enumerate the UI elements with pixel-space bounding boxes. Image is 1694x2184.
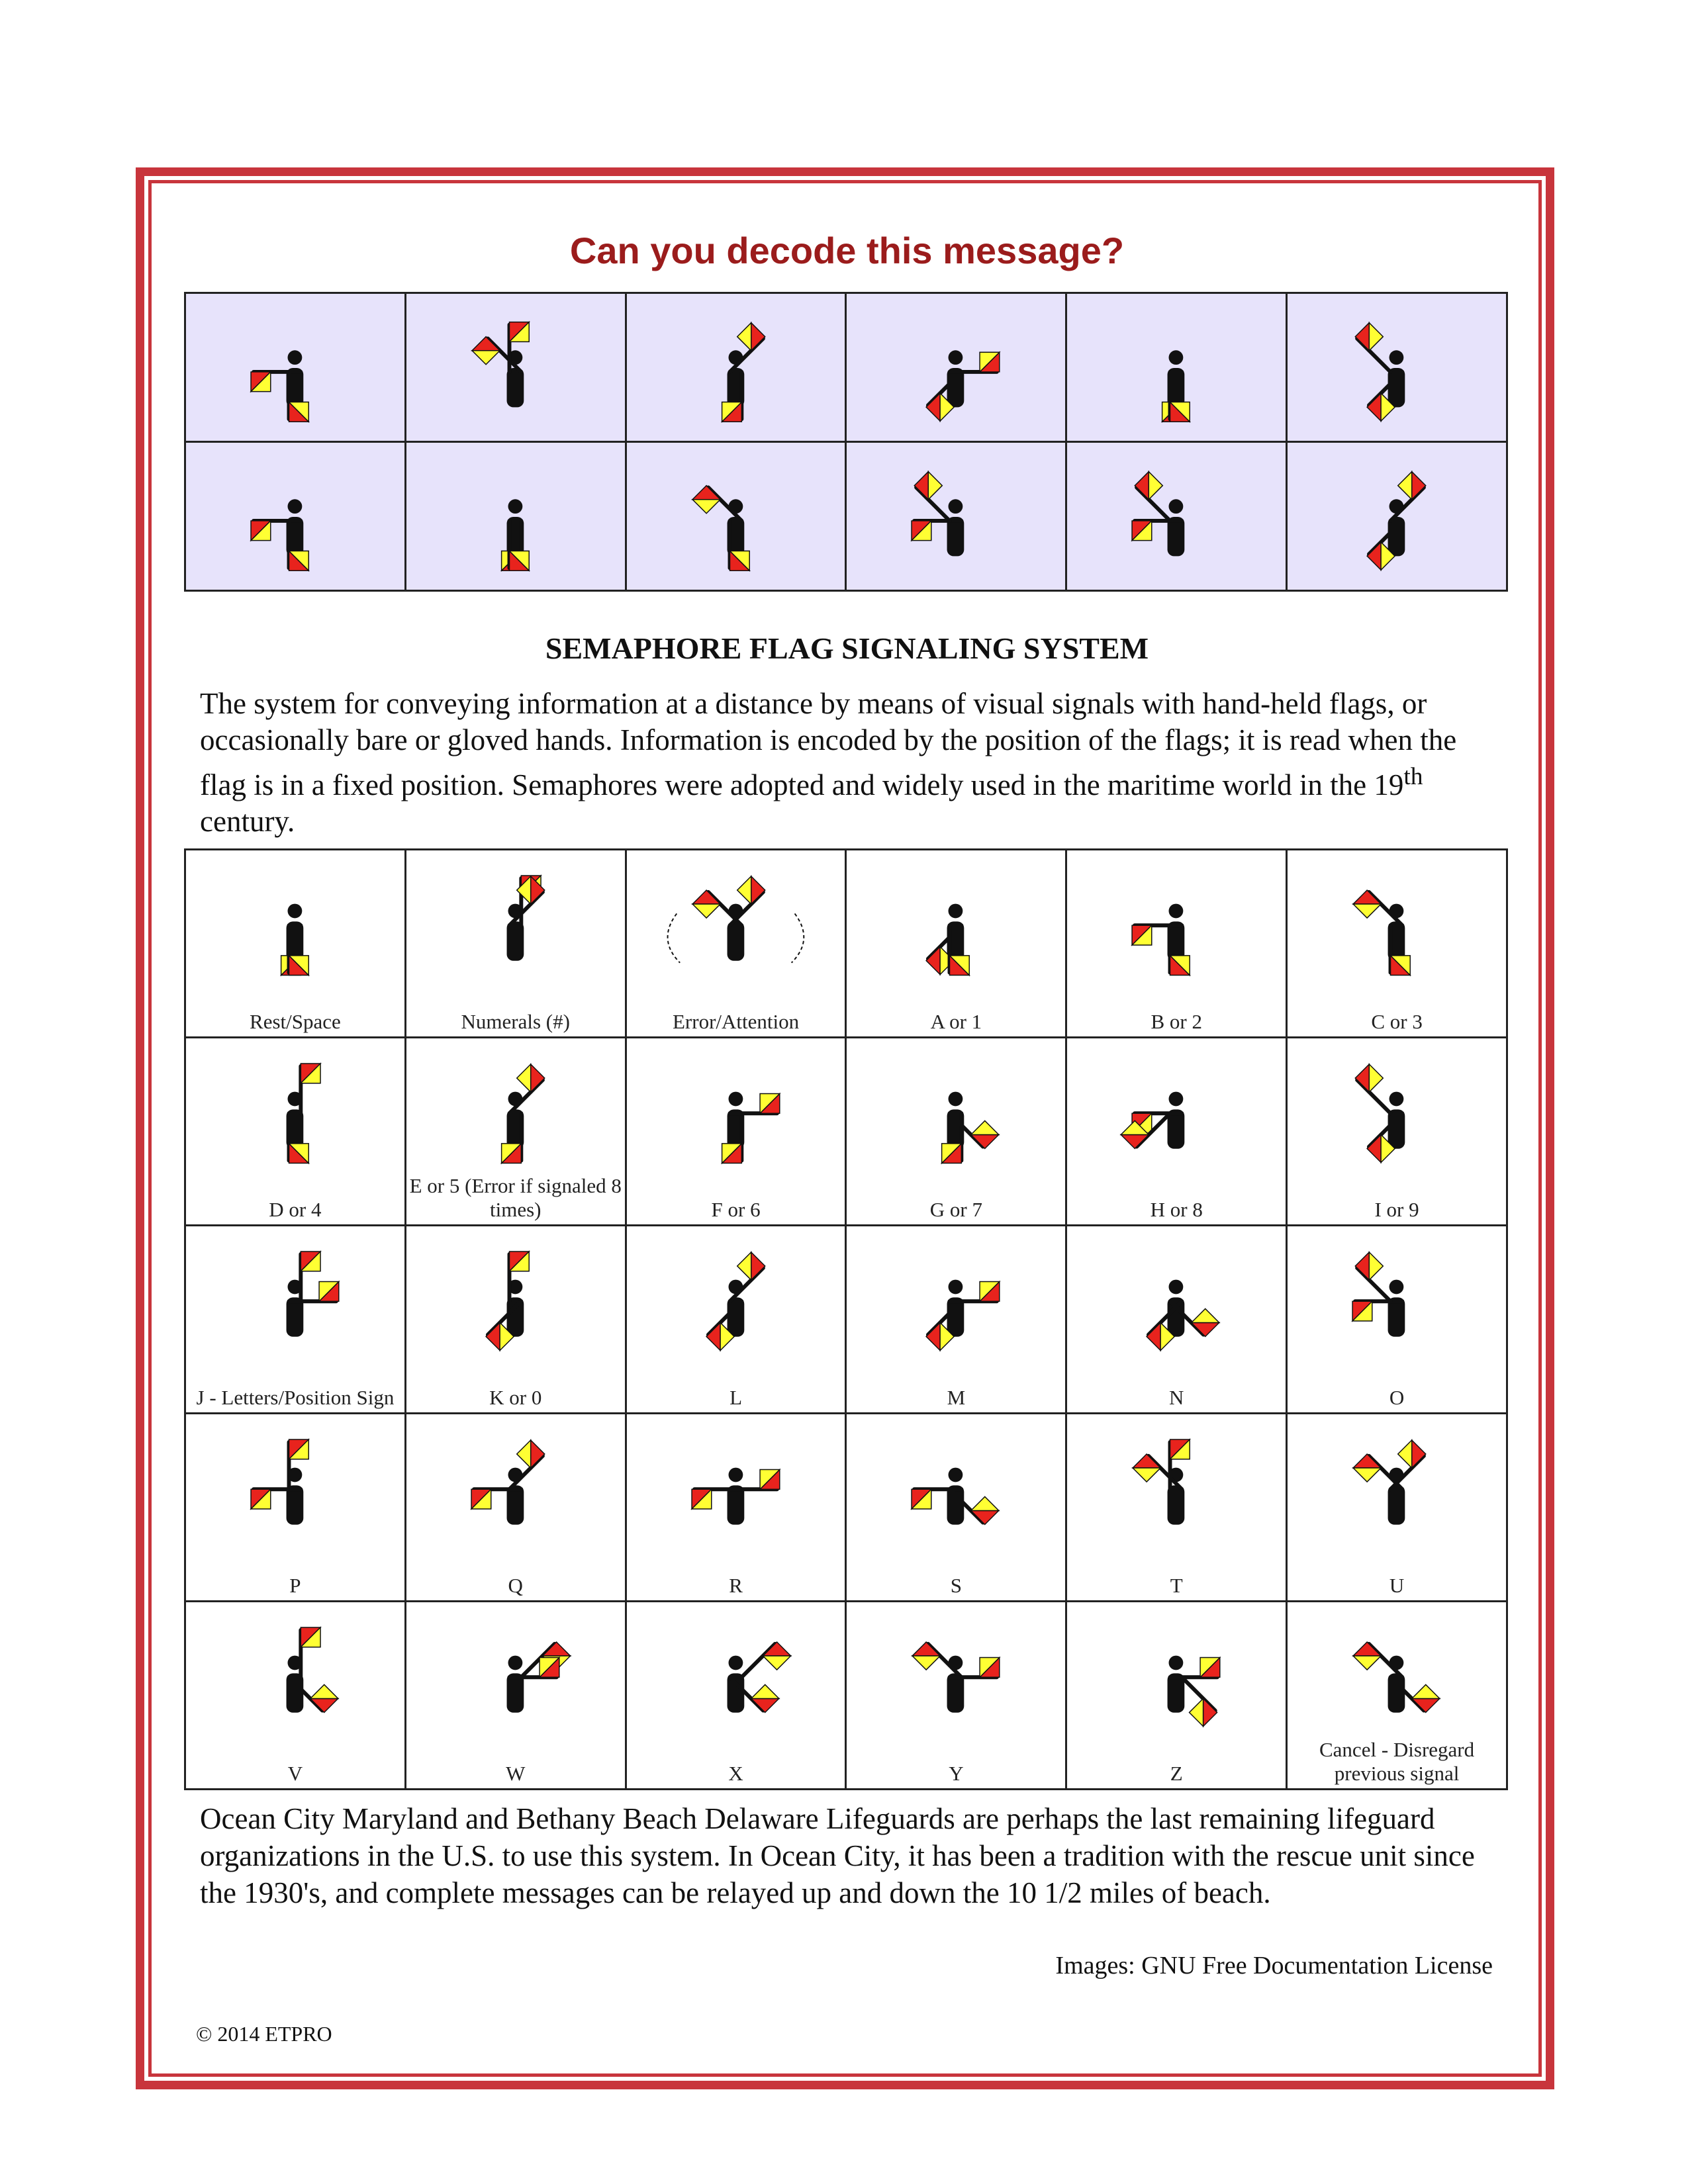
semaphore-signal-icon: [847, 1602, 1065, 1788]
signal-label: Numerals (#): [461, 1010, 570, 1033]
signal-label: C or 3: [1371, 1010, 1423, 1033]
figure-head: [1169, 1092, 1184, 1107]
reference-cell: [1066, 1414, 1287, 1602]
figure-head: [1169, 1656, 1184, 1670]
figure-head: [508, 1656, 522, 1670]
reference-cell: [405, 1038, 626, 1226]
signal-label: Q: [508, 1574, 523, 1597]
semaphore-signal-icon: [627, 294, 845, 441]
flag-yellow-half: [1149, 472, 1163, 500]
flag-yellow-half: [1369, 1252, 1383, 1280]
semaphore-figure: [1147, 1280, 1219, 1351]
figure-head: [728, 1656, 743, 1670]
message-cell: [1287, 442, 1507, 591]
flag-yellow-half: [1398, 472, 1412, 500]
coded-message-grid: [184, 292, 1508, 592]
semaphore-figure: [251, 499, 308, 570]
flag-yellow-half: [913, 1656, 941, 1670]
semaphore-figure: [1133, 1439, 1190, 1525]
semaphore-figure: [501, 1064, 544, 1163]
signal-label: N: [1169, 1386, 1184, 1409]
semaphore-figure: [913, 1642, 1000, 1713]
semaphore-signal-icon: [406, 1414, 625, 1600]
signal-label: F or 6: [711, 1198, 761, 1221]
signal-label: Rest/Space: [250, 1010, 341, 1033]
reference-cell: [185, 1414, 406, 1602]
flag-red-half: [1355, 1064, 1369, 1092]
message-cell: [405, 293, 626, 442]
reference-cell: [846, 1414, 1066, 1602]
semaphore-figure: [1355, 1064, 1405, 1162]
semaphore-figure: [927, 904, 970, 976]
signal-label: B or 2: [1151, 1010, 1202, 1033]
figure-head: [1169, 1280, 1184, 1295]
semaphore-figure: [912, 472, 965, 557]
figure-head: [949, 1468, 963, 1482]
semaphore-figure: [472, 322, 529, 408]
flag-yellow-half: [1133, 1468, 1160, 1482]
flag-red-half: [751, 876, 765, 904]
message-cell: [185, 442, 406, 591]
motion-arrow-left: [667, 913, 680, 962]
semaphore-signal-icon: [406, 443, 625, 590]
reference-cell: [1066, 850, 1287, 1038]
semaphore-signal-icon: [406, 1602, 625, 1788]
reference-row: [185, 1414, 1507, 1602]
semaphore-figure: [1132, 472, 1184, 557]
signal-label: V: [287, 1762, 303, 1785]
superscript-th: th: [1403, 763, 1423, 790]
flag-red-half: [751, 323, 765, 351]
figure-body: [1388, 1485, 1405, 1524]
semaphore-signal-icon: [186, 850, 404, 1036]
figure-head: [728, 1468, 743, 1482]
signal-label: G or 7: [929, 1198, 982, 1221]
message-cell: [1287, 293, 1507, 442]
semaphore-figure: [1367, 472, 1426, 570]
semaphore-figure: [1353, 1642, 1440, 1713]
flag-yellow-half: [1192, 1308, 1219, 1322]
flag-yellow-half: [1353, 904, 1381, 918]
signal-label: L: [729, 1386, 743, 1409]
semaphore-signal-icon: [627, 1414, 845, 1600]
flag-yellow-half: [737, 1252, 751, 1280]
message-row: [185, 442, 1507, 591]
semaphore-signal-icon: [1288, 1414, 1506, 1600]
semaphore-signal-icon: [1288, 294, 1506, 441]
flag-yellow-half: [1353, 1468, 1381, 1482]
signal-label: Cancel - Disregard previous signal: [1319, 1738, 1475, 1785]
semaphore-figure: [727, 1642, 790, 1713]
semaphore-figure: [281, 904, 309, 976]
reference-cell: [1066, 1038, 1287, 1226]
reference-cell: [846, 850, 1066, 1038]
semaphore-signal-icon: [1067, 443, 1286, 590]
flag-yellow-half: [1353, 1656, 1381, 1670]
semaphore-signal-icon: [627, 1602, 845, 1788]
signal-label: X: [728, 1762, 743, 1785]
flag-red-half: [927, 1322, 941, 1350]
signal-label: D or 4: [269, 1198, 322, 1221]
semaphore-figure: [1352, 1252, 1405, 1337]
reference-row: [185, 1602, 1507, 1790]
section-heading: SEMAPHORE FLAG SIGNALING SYSTEM: [545, 631, 1149, 665]
signal-label: O: [1389, 1386, 1405, 1409]
figure-body: [506, 368, 524, 407]
signal-label: I or 9: [1374, 1198, 1419, 1221]
semaphore-figure: [722, 1092, 779, 1163]
message-cell: [1066, 293, 1287, 442]
figure-body: [506, 1673, 524, 1712]
semaphore-figure: [692, 1468, 780, 1525]
reference-cell: [405, 1414, 626, 1602]
signal-label: W: [506, 1762, 526, 1785]
reference-row: [185, 1038, 1507, 1226]
flag-red-half: [927, 393, 941, 421]
flag-yellow-half: [971, 1496, 999, 1510]
flag-yellow-half: [1412, 1684, 1440, 1698]
semaphore-signal-icon: [847, 850, 1065, 1036]
message-cell: [846, 442, 1066, 591]
figure-head: [1169, 499, 1184, 514]
flag-yellow-half: [1398, 1440, 1412, 1468]
semaphore-signal-icon: [1288, 1226, 1506, 1412]
flag-red-half: [927, 946, 941, 974]
semaphore-figure: [506, 876, 544, 961]
figure-head: [1389, 350, 1404, 365]
figure-head: [1169, 904, 1184, 919]
semaphore-figure: [927, 1280, 1000, 1351]
semaphore-figure: [287, 1627, 338, 1713]
semaphore-signal-icon: [847, 1226, 1065, 1412]
flag-red-half: [1355, 323, 1369, 351]
semaphore-signal-icon: [847, 1038, 1065, 1224]
reference-cell: [846, 1602, 1066, 1790]
signal-label: R: [729, 1574, 743, 1597]
flag-red-half: [1203, 1698, 1217, 1726]
flag-yellow-half: [472, 351, 500, 365]
signal-label: Y: [949, 1762, 964, 1785]
flag-yellow-half: [1190, 1698, 1203, 1726]
semaphore-signal-icon: [406, 294, 625, 441]
reference-cell: [1066, 1226, 1287, 1414]
semaphore-signal-icon: [627, 850, 845, 1036]
flag-red-half: [1147, 1322, 1160, 1350]
flag-red-half: [751, 1252, 765, 1280]
figure-head: [1389, 1092, 1404, 1107]
semaphore-signal-icon: [186, 1038, 404, 1224]
semaphore-signal-icon: [1067, 1414, 1286, 1600]
flag-red-half: [1412, 472, 1426, 500]
reference-cell: [185, 1226, 406, 1414]
semaphore-signal-icon: [627, 443, 845, 590]
figure-body: [1388, 1297, 1405, 1336]
figure-head: [288, 904, 303, 919]
signal-label: E or 5 (Error if signaled 8 times): [409, 1174, 622, 1221]
flag-yellow-half: [517, 1064, 531, 1092]
semaphore-figure: [927, 350, 1000, 421]
signal-label: M: [947, 1386, 966, 1409]
reference-cell: [846, 1226, 1066, 1414]
reference-cell: [405, 1602, 626, 1790]
semaphore-figure: [667, 876, 804, 963]
reference-cell: [185, 1602, 406, 1790]
semaphore-signal-icon: [1067, 294, 1286, 441]
flag-red-half: [706, 1322, 720, 1350]
figure-body: [506, 921, 524, 960]
semaphore-figure: [942, 1092, 999, 1163]
semaphore-signal-icon: [627, 1226, 845, 1412]
semaphore-signal-icon: [1067, 1602, 1286, 1788]
figure-head: [288, 350, 303, 365]
semaphore-signal-icon: [1067, 1038, 1286, 1224]
figure-body: [727, 1485, 744, 1524]
reference-cell: [1287, 850, 1507, 1038]
intro-paragraph: The system for conveying information at a distance by means of visual signals with hand-held flags, or occasionally bare or gloved hands. Information is encoded by the position of the flags; it is read when the flag is in a fixed position. Semaphores were adopted and widely used in the maritime world in the 19th century.: [200, 687, 1457, 838]
figure-body: [287, 1297, 304, 1336]
flag-yellow-half: [692, 500, 720, 514]
semaphore-figure: [706, 1252, 765, 1350]
figure-head: [949, 904, 963, 919]
semaphore-signal-icon: [406, 850, 625, 1036]
semaphore-figure: [287, 1064, 321, 1163]
figure-head: [949, 1092, 963, 1107]
semaphore-figure: [1355, 323, 1405, 421]
flag-red-half: [1355, 1252, 1369, 1280]
figure-body: [1168, 1485, 1185, 1524]
reference-cell: [626, 850, 846, 1038]
reference-cell: [1287, 1226, 1507, 1414]
figure-head: [728, 1092, 743, 1107]
semaphore-signal-icon: [1288, 443, 1506, 590]
flag-yellow-half: [737, 323, 751, 351]
signal-label: U: [1389, 1574, 1405, 1597]
message-cell: [626, 442, 846, 591]
reference-cell: [1287, 1602, 1507, 1790]
semaphore-signal-icon: [847, 1414, 1065, 1600]
semaphore-figure: [251, 1439, 308, 1525]
semaphore-figure: [692, 486, 749, 571]
flag-yellow-half: [692, 904, 720, 918]
reference-cell: [1287, 1414, 1507, 1602]
signal-label: Z: [1170, 1762, 1183, 1785]
message-row: [185, 293, 1507, 442]
reference-cell: [1066, 1602, 1287, 1790]
semaphore-signal-icon: [1288, 1038, 1506, 1224]
message-cell: [185, 293, 406, 442]
semaphore-figure: [501, 499, 529, 570]
semaphore-signal-icon: [847, 443, 1065, 590]
message-cell: [405, 442, 626, 591]
reference-cell: [185, 1038, 406, 1226]
semaphore-signal-icon: [406, 1226, 625, 1412]
figure-head: [949, 1280, 963, 1295]
reference-row: [185, 1226, 1507, 1414]
semaphore-figure: [287, 1251, 339, 1337]
semaphore-figure: [722, 323, 765, 422]
semaphore-signal-icon: [186, 1226, 404, 1412]
semaphore-reference-grid: [184, 848, 1508, 1790]
flag-yellow-half: [517, 1440, 531, 1468]
semaphore-figure: [506, 1642, 570, 1713]
semaphore-signal-icon: [1288, 850, 1506, 1036]
reference-cell: [626, 1038, 846, 1226]
semaphore-figure: [1121, 1092, 1185, 1149]
semaphore-figure: [1353, 890, 1410, 976]
signal-label: A or 1: [930, 1010, 982, 1033]
figure-head: [1169, 350, 1184, 365]
semaphore-signal-icon: [186, 294, 404, 441]
semaphore-signal-icon: [186, 443, 404, 590]
semaphore-signal-icon: [186, 1602, 404, 1788]
signal-label: Error/Attention: [673, 1010, 800, 1033]
flag-yellow-half: [763, 1656, 790, 1670]
image-credit: Images: GNU Free Documentation License: [1055, 1952, 1493, 1979]
signal-label: T: [1170, 1574, 1183, 1597]
reference-cell: [405, 1226, 626, 1414]
reference-cell: [626, 1226, 846, 1414]
reference-cell: [185, 850, 406, 1038]
semaphore-signal-icon: [847, 294, 1065, 441]
figure-head: [288, 499, 303, 514]
reference-cell: [405, 850, 626, 1038]
figure-head: [949, 499, 963, 514]
figure-head: [508, 499, 522, 514]
message-cell: [846, 293, 1066, 442]
page-title: Can you decode this message?: [569, 230, 1125, 271]
reference-cell: [626, 1414, 846, 1602]
flag-yellow-half: [737, 876, 751, 904]
semaphore-signal-icon: [186, 1414, 404, 1600]
semaphore-figure: [1353, 1440, 1426, 1525]
reference-cell: [1287, 1038, 1507, 1226]
semaphore-figure: [471, 1440, 545, 1525]
figure-body: [947, 1673, 965, 1712]
signal-label: S: [950, 1574, 963, 1597]
outro-paragraph: Ocean City Maryland and Bethany Beach Delaware Lifeguards are perhaps the last remaining lifeguard organizations in the U.S. to use this system. In Ocean City, it has been a tradition with the rescue unit since the 1930's, and complete messages can be relayed up and down the 10 1/2 miles of beach.: [200, 1802, 1475, 1909]
message-cell: [626, 293, 846, 442]
reference-row: [185, 850, 1507, 1038]
signal-label: J - Letters/Position Sign: [196, 1386, 395, 1409]
semaphore-figure: [1168, 1656, 1220, 1727]
semaphore-figure: [486, 1251, 529, 1351]
semaphore-signal-icon: [627, 1038, 845, 1224]
flag-yellow-half: [971, 1120, 999, 1134]
flag-yellow-half: [751, 1684, 778, 1698]
signal-label: P: [289, 1574, 301, 1597]
flag-yellow-half: [310, 1684, 338, 1698]
flag-yellow-half: [929, 472, 943, 500]
semaphore-figure: [912, 1468, 1000, 1525]
message-cell: [1066, 442, 1287, 591]
copyright-notice: © 2014 ETPRO: [196, 2022, 332, 2046]
flag-red-half: [1412, 1440, 1426, 1468]
figure-body: [287, 1485, 304, 1524]
motion-arrow-right: [791, 913, 804, 962]
figure-body: [727, 921, 744, 960]
semaphore-signal-icon: [1067, 1226, 1286, 1412]
reference-cell: [846, 1038, 1066, 1226]
figure-body: [506, 1485, 524, 1524]
flag-red-half: [1121, 1134, 1149, 1148]
semaphore-figure: [1132, 904, 1190, 976]
reference-cell: [626, 1602, 846, 1790]
flag-yellow-half: [1369, 323, 1383, 351]
semaphore-figure: [1162, 350, 1190, 422]
figure-head: [949, 350, 963, 365]
semaphore-figure: [251, 350, 308, 422]
flag-yellow-half: [1369, 1064, 1383, 1092]
signal-label: H or 8: [1150, 1198, 1203, 1221]
signal-label: K or 0: [489, 1386, 542, 1409]
semaphore-signal-icon: [1067, 850, 1286, 1036]
figure-head: [1389, 1280, 1404, 1295]
